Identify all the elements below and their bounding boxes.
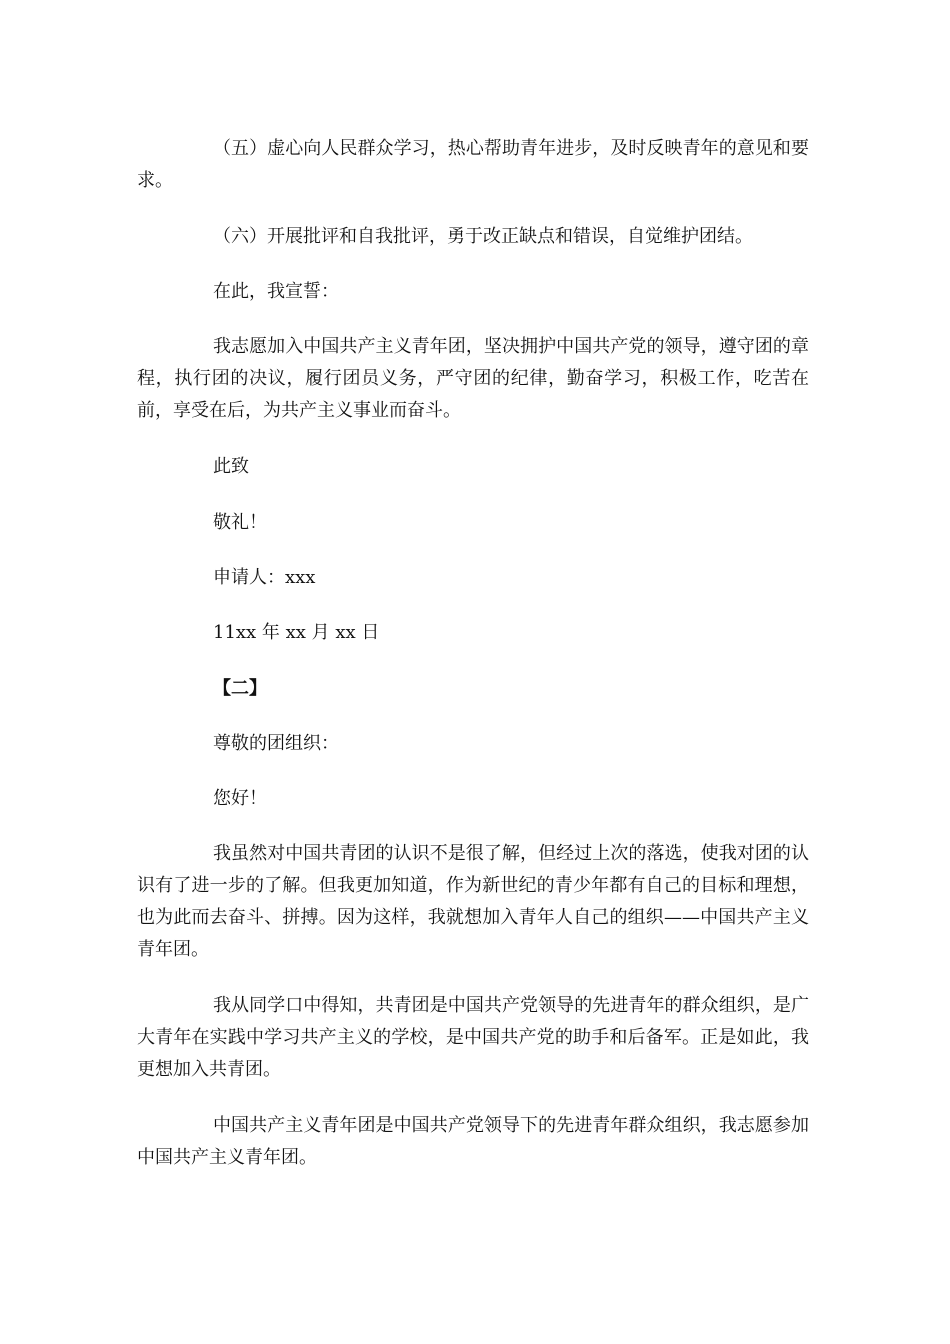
greeting-recipient: 尊敬的团组织： (213, 733, 339, 754)
paragraph-item-six: （六）开展批评和自我批评，勇于改正缺点和错误，自觉维护团结。 (213, 226, 753, 247)
closing-salutation: 此致 (213, 456, 249, 477)
paragraph-item-five: （五）虚心向人民群众学习，热心帮助青年进步，及时反映青年的意见和要求。 (137, 138, 809, 191)
greeting-hello: 您好！ (213, 788, 267, 809)
section-heading-two: 【二】 (213, 678, 267, 699)
paragraph-oath-intro: 在此，我宣誓： (213, 281, 339, 302)
paragraph-understanding: 我虽然对中国共青团的认识不是很了解，但经过上次的落选，使我对团的认识有了进一步的了解。但我更加知道，作为新世纪的青少年都有自己的目标和理想，也为此而去奋斗、拼搏。因为这样，我就想加入青年人自己的组织——中国共产主义青年团。 (137, 843, 809, 960)
applicant-signature: 申请人：xxx (213, 567, 316, 588)
application-date: 11xx 年 xx 月 xx 日 (213, 622, 380, 643)
paragraph-volunteer: 中国共产主义青年团是中国共产党领导下的先进青年群众组织，我志愿参加中国共产主义青年团。 (137, 1115, 809, 1168)
paragraph-classmates: 我从同学口中得知，共青团是中国共产党领导的先进青年的群众组织，是广大青年在实践中学习共产主义的学校，是中国共产党的助手和后备军。正是如此，我更想加入共青团。 (137, 995, 809, 1080)
closing-regards: 敬礼！ (213, 512, 267, 533)
paragraph-oath: 我志愿加入中国共产主义青年团，坚决拥护中国共产党的领导，遵守团的章程，执行团的决议，履行团员义务，严守团的纪律，勤奋学习，积极工作，吃苦在前，享受在后，为共产主义事业而奋斗。 (137, 336, 809, 421)
